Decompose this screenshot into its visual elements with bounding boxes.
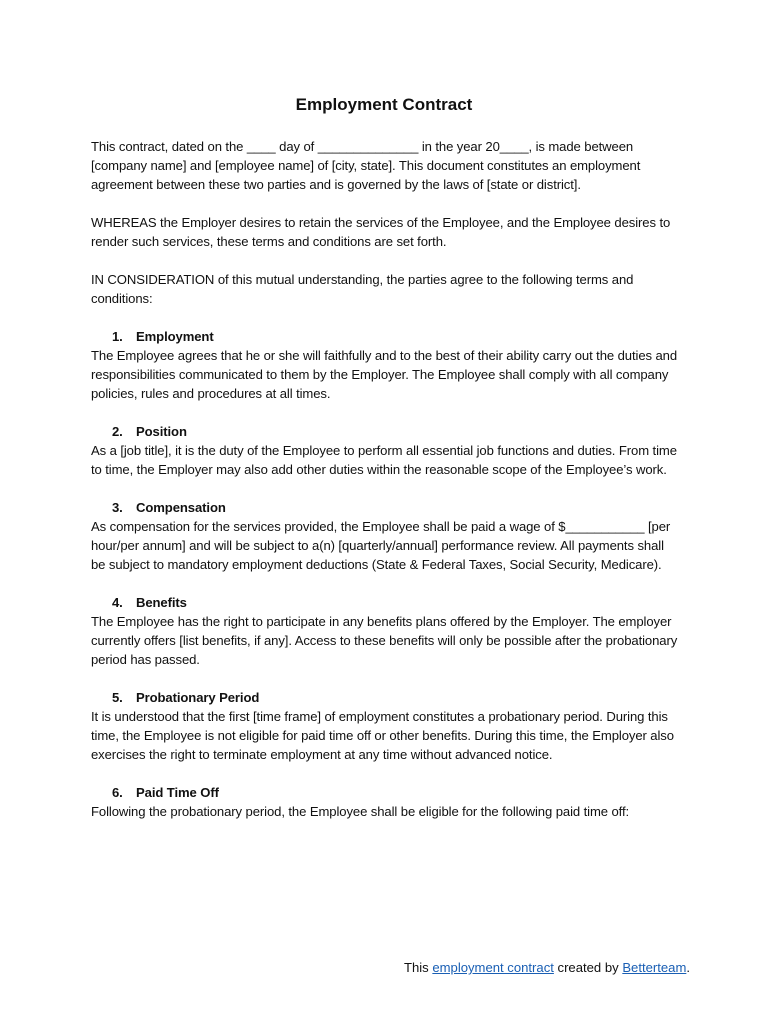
section-paid-time-off bbox=[91, 783, 681, 821]
footer-prefix: This bbox=[403, 960, 433, 975]
section-heading bbox=[91, 327, 681, 346]
section-heading bbox=[91, 688, 681, 707]
footer-middle: created by bbox=[553, 960, 623, 975]
section-number: 1. bbox=[112, 329, 123, 344]
section-heading bbox=[91, 593, 681, 612]
section-text: Following the probationary period, the Employee shall be eligible for the following paid time off: bbox=[91, 804, 630, 819]
section-title: Probationary Period bbox=[136, 690, 260, 705]
section-text: As a [job title], it is the duty of the Employee to perform all essential job functions and duties. From time to time, the Employer may also add other duties within the reasonable scope of the Employee’s work. bbox=[91, 443, 677, 477]
section-title: Compensation bbox=[136, 500, 226, 515]
footer-suffix: . bbox=[686, 960, 690, 975]
section-text: The Employee has the right to participate in any benefits plans offered by the Employer. The employer currently offers [list benefits, if any]. Access to these benefits will only be possible after the probationary period has passed. bbox=[91, 614, 678, 667]
intro-paragraph: This contract, dated on the ____ day of ______________ in the year 20____, is made between [company name] and [employee name] of [city, state]. This document constitutes an employment agreement between these two parties and is governed by the laws of [state or district]. bbox=[91, 139, 641, 192]
section-text: It is understood that the first [time frame] of employment constitutes a probationary period. During this time, the Employee is not eligible for paid time off or other benefits. During this time, the Employer also exercises the right to terminate employment at any time without advanced notice. bbox=[91, 709, 674, 762]
section-number: 2. bbox=[112, 424, 123, 439]
whereas-paragraph: WHEREAS the Employer desires to retain the services of the Employee, and the Employee desires to render such services, these terms and conditions are set forth. bbox=[91, 215, 671, 249]
section-number: 4. bbox=[112, 595, 123, 610]
document-title: Employment Contract bbox=[295, 95, 473, 114]
section-number: 5. bbox=[112, 690, 123, 705]
section-position bbox=[91, 422, 681, 479]
section-heading bbox=[91, 783, 681, 802]
employment-contract-link[interactable]: employment contract bbox=[432, 960, 554, 975]
document-body bbox=[91, 137, 681, 840]
section-number: 6. bbox=[112, 785, 123, 800]
consideration-paragraph: IN CONSIDERATION of this mutual understanding, the parties agree to the following terms and conditions: bbox=[91, 272, 634, 306]
section-number: 3. bbox=[112, 500, 123, 515]
section-heading bbox=[91, 422, 681, 441]
section-title: Position bbox=[136, 424, 187, 439]
section-employment bbox=[91, 327, 681, 403]
section-title: Employment bbox=[136, 329, 214, 344]
section-text: As compensation for the services provided, the Employee shall be paid a wage of $___________ [per hour/per annum] and will be subject to a(n) [quarterly/annual] performance review. All payments shall be subject to mandatory employment deductions (State & Federal Taxes, Social Security, Medicare). bbox=[91, 519, 671, 572]
betterteam-link[interactable]: Betterteam bbox=[622, 960, 687, 975]
section-heading bbox=[91, 498, 681, 517]
section-benefits bbox=[91, 593, 681, 669]
section-title: Paid Time Off bbox=[136, 785, 219, 800]
attribution-footer bbox=[0, 958, 690, 977]
section-compensation bbox=[91, 498, 681, 574]
section-text: The Employee agrees that he or she will faithfully and to the best of their ability carry out the duties and responsibilities communicated to them by the Employer. The Employee shall comply with all company policies, rules and procedures at all times. bbox=[91, 348, 678, 401]
section-title: Benefits bbox=[136, 595, 187, 610]
section-probationary-period bbox=[91, 688, 681, 764]
